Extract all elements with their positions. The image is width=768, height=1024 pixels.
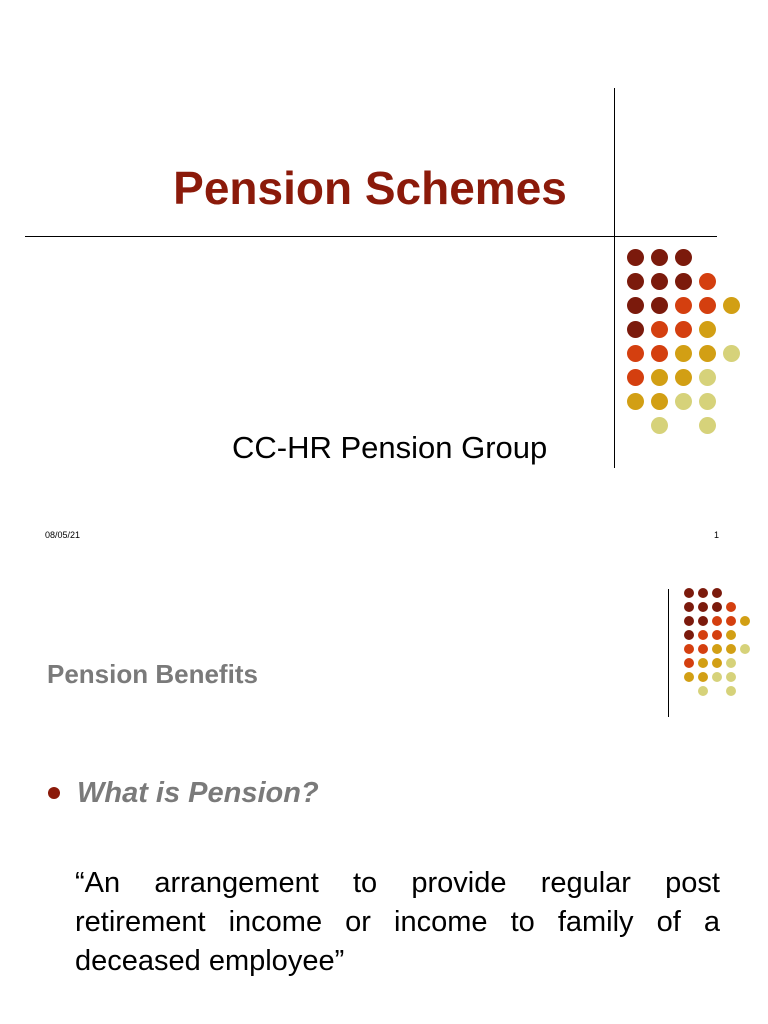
decorative-dot [699,273,716,290]
decorative-dot [675,393,692,410]
decorative-dot [684,644,694,654]
decorative-dot [698,588,708,598]
decorative-dot [684,588,694,598]
decorative-dot [740,644,750,654]
decorative-dot [726,616,736,626]
decorative-dot [651,393,668,410]
slide-subtitle: CC-HR Pension Group [232,430,548,465]
bullet-text: What is Pension? [77,777,319,809]
decorative-dot [684,672,694,682]
slide-heading: Pension Benefits [47,659,258,689]
decorative-dot [726,602,736,612]
decorative-dot [699,369,716,386]
vertical-divider [668,589,669,717]
decorative-dot [723,297,740,314]
decorative-dot [651,369,668,386]
decorative-dot [699,321,716,338]
decorative-dot [740,616,750,626]
decorative-dot [675,321,692,338]
decorative-dot [698,686,708,696]
content-slide [0,560,768,1024]
decorative-dot [627,345,644,362]
decorative-dot [675,297,692,314]
decorative-dot [698,658,708,668]
decorative-dot [726,686,736,696]
decorative-dot [726,644,736,654]
decorative-dot [627,273,644,290]
decorative-dot [651,249,668,266]
vertical-divider [614,88,615,468]
decorative-dot [651,321,668,338]
page-number: 1 [714,530,720,540]
slide-title: Pension Schemes [173,162,567,214]
decorative-dot [627,249,644,266]
decorative-dot [627,369,644,386]
decorative-dot [712,630,722,640]
decorative-dot [627,297,644,314]
decorative-dot [698,630,708,640]
decorative-dot [684,658,694,668]
decorative-dot [651,297,668,314]
footer-date: 08/05/21 [45,530,81,540]
decorative-dot [726,672,736,682]
decorative-dot [698,672,708,682]
decorative-dot [712,658,722,668]
decorative-dot [699,393,716,410]
decorative-dot [651,345,668,362]
decorative-dot [712,672,722,682]
decorative-dot [726,658,736,668]
decorative-dot [675,249,692,266]
decorative-dot [726,630,736,640]
decorative-dot [684,616,694,626]
decorative-dot [699,297,716,314]
decorative-dot [698,644,708,654]
definition-quote: “An arrangement to provide regular post retirement income or income to family of a deceased employee” [75,867,720,977]
decorative-dot [712,602,722,612]
decorative-dot [651,417,668,434]
decorative-dot [698,616,708,626]
decorative-dot [712,616,722,626]
decorative-dot [684,602,694,612]
decorative-dot [699,417,716,434]
horizontal-divider [25,236,717,237]
decorative-dot [651,273,668,290]
decorative-dot [675,345,692,362]
decorative-dot [627,393,644,410]
decorative-dot [675,273,692,290]
decorative-dot [684,630,694,640]
bullet-dot-icon [48,787,60,799]
decorative-dot [627,321,644,338]
decorative-dot [699,345,716,362]
decorative-dot [698,602,708,612]
decorative-dot [675,369,692,386]
decorative-dot [712,644,722,654]
decorative-dot [723,345,740,362]
decorative-dot [712,588,722,598]
